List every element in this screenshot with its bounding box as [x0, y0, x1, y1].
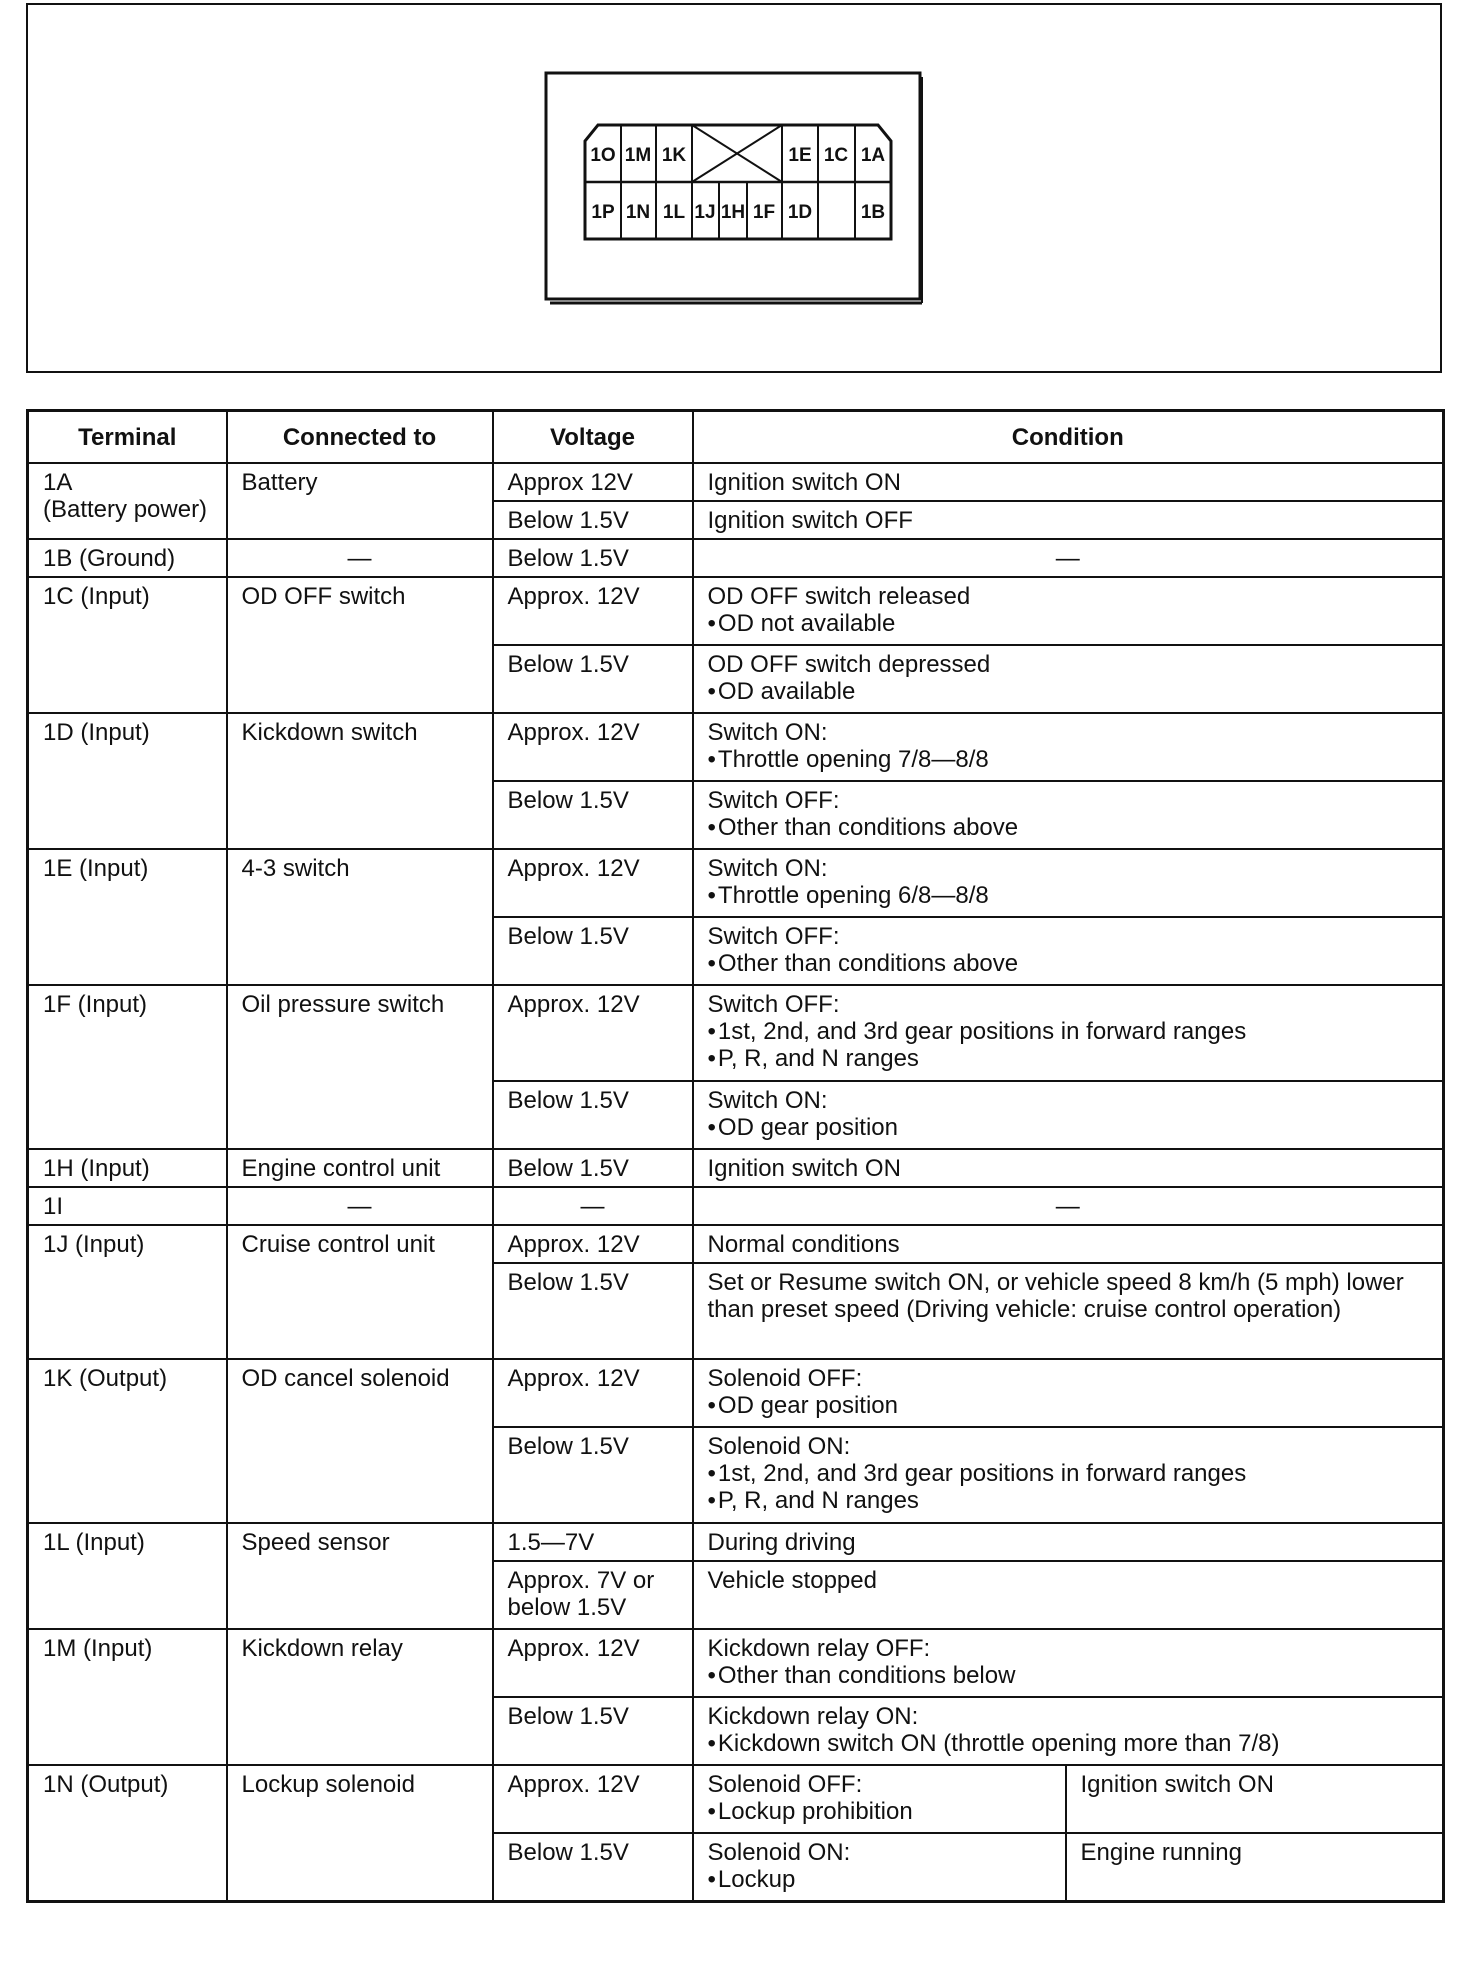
- table-row: [28, 713, 1444, 781]
- condition-cell: [693, 1629, 1444, 1697]
- voltage-cell: Below 1.5V: [493, 1697, 693, 1765]
- header-voltage: Voltage: [493, 411, 693, 464]
- connected-to-cell: —: [227, 539, 493, 577]
- condition-cell: [693, 781, 1444, 849]
- condition-text: Solenoid OFF:: [707, 1771, 863, 1798]
- condition-cell: [693, 577, 1444, 645]
- condition-cell: Normal conditions: [693, 1225, 1444, 1263]
- condition-text: OD OFF switch released: [707, 583, 971, 610]
- condition-bullet: • OD not available: [708, 610, 1429, 637]
- condition-cell: [693, 1427, 1444, 1523]
- condition-text: Switch ON:: [707, 855, 828, 882]
- condition-text: Switch OFF:: [707, 991, 840, 1018]
- condition-bullet: • OD available: [708, 678, 1429, 705]
- voltage-cell: Below 1.5V: [493, 1149, 693, 1187]
- voltage-cell: Approx. 12V: [493, 1359, 693, 1427]
- voltage-cell: Below 1.5V: [493, 1427, 693, 1523]
- voltage-cell: Approx. 12V: [493, 849, 693, 917]
- condition-cell: [693, 1833, 1066, 1901]
- terminal-cell: 1K (Output): [28, 1359, 227, 1523]
- condition-bullet: • P, R, and N ranges: [708, 1045, 1429, 1072]
- terminal-id: 1A: [43, 469, 73, 496]
- pin-label: 1M: [624, 145, 652, 166]
- voltage-cell: Below 1.5V: [493, 1833, 693, 1901]
- condition-cell: Ignition switch ON: [693, 463, 1444, 501]
- condition-cell: [693, 985, 1444, 1081]
- voltage-cell: Approx. 12V: [493, 1629, 693, 1697]
- condition-bullet: • Throttle opening 7/8—8/8: [708, 746, 1429, 773]
- condition-bullet: • Other than conditions below: [708, 1662, 1429, 1689]
- voltage-cell: Below 1.5V: [493, 781, 693, 849]
- table-row: [28, 1359, 1444, 1427]
- connector-diagram: [28, 5, 1440, 371]
- terminal-cell: 1D (Input): [28, 713, 227, 849]
- terminal-cell: 1J (Input): [28, 1225, 227, 1359]
- table-header-row: [28, 411, 1444, 464]
- table-row: [28, 577, 1444, 645]
- condition-cell: [693, 713, 1444, 781]
- table-row: [28, 1523, 1444, 1561]
- pin-label: 1F: [752, 202, 776, 223]
- table-row: [28, 1149, 1444, 1187]
- condition-cell: —: [693, 1187, 1444, 1225]
- terminal-cell: 1B (Ground): [28, 539, 227, 577]
- pin-label: 1B: [860, 202, 886, 223]
- connected-to-cell: OD cancel solenoid: [227, 1359, 493, 1523]
- voltage-cell: Approx 12V: [493, 463, 693, 501]
- voltage-cell: Below 1.5V: [493, 1081, 693, 1149]
- pin-label: 1P: [591, 202, 615, 223]
- connected-to-cell: —: [227, 1187, 493, 1225]
- pin-label: 1O: [590, 145, 616, 166]
- condition-text: Switch ON:: [707, 1087, 828, 1114]
- terminal-cell: 1N (Output): [28, 1765, 227, 1901]
- condition-text: Solenoid ON:: [707, 1839, 851, 1866]
- condition-extra-cell: Ignition switch ON: [1066, 1765, 1444, 1833]
- condition-bullet: • Other than conditions above: [708, 814, 1429, 841]
- condition-bullet: • P, R, and N ranges: [708, 1487, 1429, 1514]
- condition-bullet: • OD gear position: [708, 1114, 1429, 1141]
- terminal-cell: 1H (Input): [28, 1149, 227, 1187]
- voltage-cell: Approx. 12V: [493, 1225, 693, 1263]
- connected-to-cell: Engine control unit: [227, 1149, 493, 1187]
- connected-to-cell: Battery: [227, 463, 493, 539]
- voltage-cell: Approx. 12V: [493, 577, 693, 645]
- condition-cell: [693, 1081, 1444, 1149]
- voltage-cell: Below 1.5V: [493, 501, 693, 539]
- connected-to-cell: OD OFF switch: [227, 577, 493, 713]
- condition-cell: Ignition switch ON: [693, 1149, 1444, 1187]
- connected-to-cell: Speed sensor: [227, 1523, 493, 1629]
- table-row: [28, 463, 1444, 501]
- condition-cell: [693, 917, 1444, 985]
- pin-label: 1J: [694, 202, 716, 223]
- header-condition: Condition: [693, 411, 1444, 464]
- pin-label: 1K: [661, 145, 687, 166]
- connector-housing: [546, 73, 920, 299]
- table-row: [28, 1629, 1444, 1697]
- condition-cell: [693, 1765, 1066, 1833]
- voltage-cell: Approx. 12V: [493, 1765, 693, 1833]
- header-connected-to: Connected to: [227, 411, 493, 464]
- table-row: [28, 849, 1444, 917]
- connector-figure: [26, 3, 1442, 373]
- terminal-cell: 1C (Input): [28, 577, 227, 713]
- table-row: [28, 985, 1444, 1081]
- terminal-cell: 1L (Input): [28, 1523, 227, 1629]
- connected-to-cell: Cruise control unit: [227, 1225, 493, 1359]
- table-row: [28, 1225, 1444, 1263]
- connected-to-cell: Lockup solenoid: [227, 1765, 493, 1901]
- condition-cell: [693, 645, 1444, 713]
- pin-label: 1H: [720, 202, 746, 223]
- condition-text: Switch OFF:: [707, 923, 840, 950]
- voltage-cell: Approx. 7V or below 1.5V: [493, 1561, 693, 1629]
- terminal-cell: 1F (Input): [28, 985, 227, 1149]
- pin-label: 1L: [662, 202, 686, 223]
- terminal-cell: 1I: [28, 1187, 227, 1225]
- condition-cell: [693, 1697, 1444, 1765]
- condition-bullet: • 1st, 2nd, and 3rd gear positions in forward ranges: [708, 1018, 1429, 1045]
- voltage-cell: 1.5—7V: [493, 1523, 693, 1561]
- condition-text: Switch ON:: [707, 719, 828, 746]
- pin-label: 1E: [788, 145, 812, 166]
- terminal-desc: (Battery power): [43, 496, 208, 523]
- condition-text: OD OFF switch depressed: [707, 651, 991, 678]
- voltage-cell: Below 1.5V: [493, 917, 693, 985]
- condition-bullet: • Lockup: [708, 1866, 1051, 1893]
- condition-bullet: • Lockup prohibition: [708, 1798, 1051, 1825]
- condition-bullet: • Throttle opening 6/8—8/8: [708, 882, 1429, 909]
- table-row: [28, 539, 1444, 577]
- condition-bullet: • Other than conditions above: [708, 950, 1429, 977]
- pin-label: 1C: [823, 145, 849, 166]
- voltage-cell: Below 1.5V: [493, 645, 693, 713]
- condition-bullet: • 1st, 2nd, and 3rd gear positions in forward ranges: [708, 1460, 1429, 1487]
- condition-text: Solenoid ON:: [707, 1433, 851, 1460]
- pin-label: 1A: [860, 145, 886, 166]
- connected-to-cell: 4-3 switch: [227, 849, 493, 985]
- condition-bullet: • Kickdown switch ON (throttle opening more than 7/8): [708, 1730, 1429, 1757]
- condition-text: Solenoid OFF:: [707, 1365, 863, 1392]
- pin-label: 1N: [625, 202, 651, 223]
- voltage-cell: Approx. 12V: [493, 713, 693, 781]
- voltage-cell: Approx. 12V: [493, 985, 693, 1081]
- terminal-cell: [28, 463, 227, 539]
- connected-to-cell: Kickdown switch: [227, 713, 493, 849]
- terminal-cell: 1E (Input): [28, 849, 227, 985]
- table-row: [28, 1187, 1444, 1225]
- condition-text: Switch OFF:: [707, 787, 840, 814]
- pin-label: 1D: [787, 202, 813, 223]
- condition-cell: Ignition switch OFF: [693, 501, 1444, 539]
- condition-cell: [693, 849, 1444, 917]
- condition-cell: Set or Resume switch ON, or vehicle speed 8 km/h (5 mph) lower than preset speed (Driving vehicle: cruise control operation): [693, 1263, 1444, 1359]
- voltage-cell: Below 1.5V: [493, 539, 693, 577]
- voltage-cell: —: [493, 1187, 693, 1225]
- table-row: [28, 1765, 1444, 1833]
- terminal-voltage-table: [26, 409, 1445, 1903]
- condition-extra-cell: Engine running: [1066, 1833, 1444, 1901]
- condition-text: Kickdown relay OFF:: [707, 1635, 931, 1662]
- connected-to-cell: Kickdown relay: [227, 1629, 493, 1765]
- connected-to-cell: Oil pressure switch: [227, 985, 493, 1149]
- condition-cell: Vehicle stopped: [693, 1561, 1444, 1629]
- condition-bullet: • OD gear position: [708, 1392, 1429, 1419]
- condition-cell: During driving: [693, 1523, 1444, 1561]
- condition-text: Kickdown relay ON:: [707, 1703, 919, 1730]
- condition-cell: —: [693, 539, 1444, 577]
- terminal-cell: 1M (Input): [28, 1629, 227, 1765]
- header-terminal: Terminal: [28, 411, 227, 464]
- condition-cell: [693, 1359, 1444, 1427]
- voltage-cell: Below 1.5V: [493, 1263, 693, 1359]
